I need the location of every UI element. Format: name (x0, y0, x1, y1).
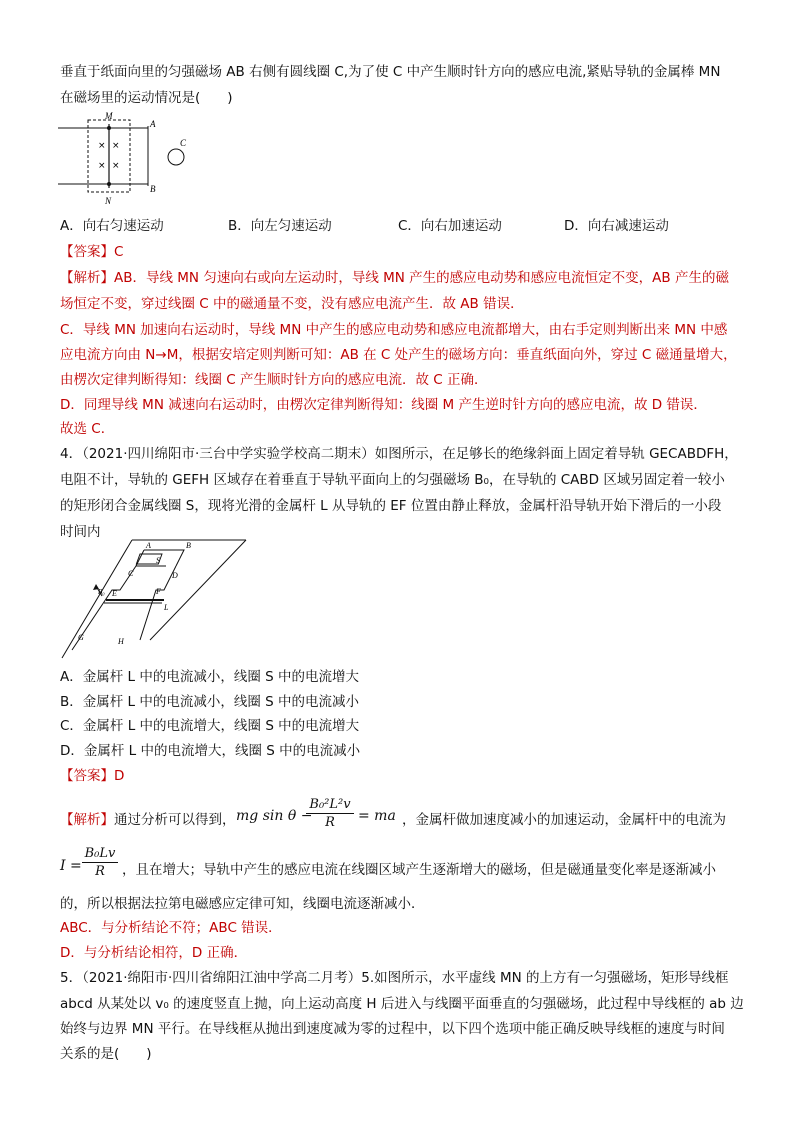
q4-answer (60, 764, 124, 784)
q4-option-a: A．金属杆 L 中的电流减小，线圈 S 中的电流增大 (60, 669, 359, 685)
q3-option-d: D．向右减速运动 (564, 218, 669, 234)
q5-stem-line4: 关系的是( ) (60, 1046, 152, 1062)
label-b: B (150, 184, 156, 194)
q5-stem-line3: 始终与边界 MN 平行。在导线框从抛出到速度减为零的过程中，以下四个选项中能正确反映导线框的速度与时间 (60, 1021, 725, 1037)
q4-analysis-line3: 的，所以根据法拉第电磁感应定律可知，线圈电流逐渐减小． (60, 896, 425, 912)
q4-analysis-line5: D．与分析结论相符，D 正确． (60, 945, 248, 961)
field-x-mark: × (98, 161, 106, 171)
label-f: F (156, 587, 161, 596)
equation-newton-fraction: B₀²L²v R (306, 797, 354, 830)
label-s: S (156, 556, 160, 565)
label-h: H (118, 637, 124, 646)
q4-analysis-line4: ABC．与分析结论不符；ABC 错误． (60, 920, 282, 936)
q3-stem-line2: 在磁场里的运动情况是( ) (60, 90, 233, 106)
q3-analysis-line7: 故选 C． (60, 421, 115, 437)
q4-stem-line2: 电阻不计，导轨的 GEFH 区域存在着垂直于导轨平面向上的匀强磁场 B₀，在导轨的 CABD 区域另固定着一较小 (60, 472, 725, 488)
q3-analysis-line2: 场恒定不变，穿过线圈 C 中的磁通量不变，没有感应电流产生．故 AB 错误． (60, 296, 524, 312)
q3-analysis-line3: C．导线 MN 加速向右运动时，导线 MN 中产生的感应电动势和感应电流都增大，由右手定则判断出来 MN 中感 (60, 322, 728, 338)
q4-stem-line1: 4．（2021·四川绵阳市·三台中学实验学校高二期末）如图所示，在足够长的绝缘斜面上固定着导轨 GECABDFH， (60, 446, 738, 462)
q3-option-c: C．向右加速运动 (398, 218, 502, 234)
label-g: G (78, 633, 84, 642)
q4-stem-line3: 的矩形闭合金属线圈 S，现将光滑的金属杆 L 从导轨的 EF 位置由静止释放，金属杆沿导轨开始下滑后的一小段 (60, 498, 722, 514)
label-b: B (186, 541, 191, 550)
q4-option-b: B．金属杆 L 中的电流减小，线圈 S 中的电流减小 (60, 694, 360, 710)
answer-tag: 【答案】 (60, 244, 114, 260)
q4-stem-line4: 时间内 (60, 524, 101, 540)
q3-analysis-line4: 应电流方向由 N→M，根据安培定则判断可知：AB 在 C 处产生的磁场方向：垂直纸面向外，穿过 C 磁通量增大， (60, 347, 737, 363)
label-c: C (180, 138, 187, 148)
label-n: N (105, 196, 112, 206)
q3-option-a: A．向右匀速运动 (60, 218, 164, 234)
label-a: A (146, 541, 151, 550)
answer-tag: 【答案】 (60, 768, 114, 784)
q4-analysis-line2: ，且在增大；导轨中产生的感应电流在线圈区域产生逐渐增大的磁场，但是磁通量变化率是逐渐减小 (122, 862, 716, 878)
q5-stem-line1: 5．（2021·绵阳市·四川省绵阳江油中学高二月考）5.如图所示，水平虚线 MN 的上方有一匀强磁场，矩形导线框 (60, 970, 729, 986)
label-e: E (112, 589, 117, 598)
label-d: D (172, 571, 178, 580)
q3-stem-line1: 垂直于纸面向里的匀强磁场 AB 右侧有圆线圈 C,为了使 C 中产生顺时针方向的感应电流,紧贴导轨的金属棒 MN (60, 64, 721, 80)
q5-stem-line2: abcd 从某处以 v₀ 的速度竖直上抛，向上运动高度 H 后进入与线圈平面垂直的匀强磁场，此过程中导线框的 ab 边 (60, 996, 744, 1012)
label-l: L (164, 603, 169, 612)
label-m: M (105, 112, 113, 121)
analysis-tag: 【解析】 (60, 812, 114, 828)
label-c: C (128, 569, 134, 578)
q3-analysis-line1: 【解析】AB．导线 MN 匀速向右或向左运动时，导线 MN 产生的感应电动势和感应电流恒定不变，AB 产生的磁 (60, 270, 729, 286)
q3-analysis-line6: D．同理导线 MN 减速向右运动时，由楞次定律判断得知：线圈 M 产生逆时针方向的感应电流，故 D 错误． (60, 397, 707, 413)
equation-current-fraction: B₀Lv R (82, 846, 118, 879)
q3-circuit-figure (58, 112, 198, 208)
answer-value: C (114, 244, 124, 260)
equation-newton-right: = ma (358, 808, 396, 824)
field-x-mark: × (112, 141, 120, 151)
answer-value: D (114, 768, 125, 784)
q4-analysis-line1-post: ，金属杆做加速度减小的加速运动，金属杆中的电流为 (402, 812, 726, 828)
equation-current-left: I = (60, 858, 82, 874)
analysis-tag: 【解析】 (60, 270, 114, 286)
label-b0: B₀ (98, 588, 105, 596)
label-a: A (150, 119, 156, 129)
q4-option-c: C．金属杆 L 中的电流增大，线圈 S 中的电流增大 (60, 718, 360, 734)
field-x-mark: × (98, 141, 106, 151)
q4-analysis-line1: 【解析】通过分析可以得到， (60, 812, 236, 828)
q3-answer (60, 240, 123, 260)
field-x-mark: × (112, 161, 120, 171)
q4-incline-figure (60, 532, 250, 660)
q4-option-d: D．金属杆 L 中的电流增大，线圈 S 中的电流减小 (60, 743, 361, 759)
equation-newton-left: mg sin θ − (236, 808, 313, 824)
coil-c (168, 149, 184, 165)
q3-analysis-line5: 由楞次定律判断得知：线圈 C 产生顺时针方向的感应电流．故 C 正确． (60, 372, 488, 388)
q3-option-b: B．向左匀速运动 (228, 218, 332, 234)
